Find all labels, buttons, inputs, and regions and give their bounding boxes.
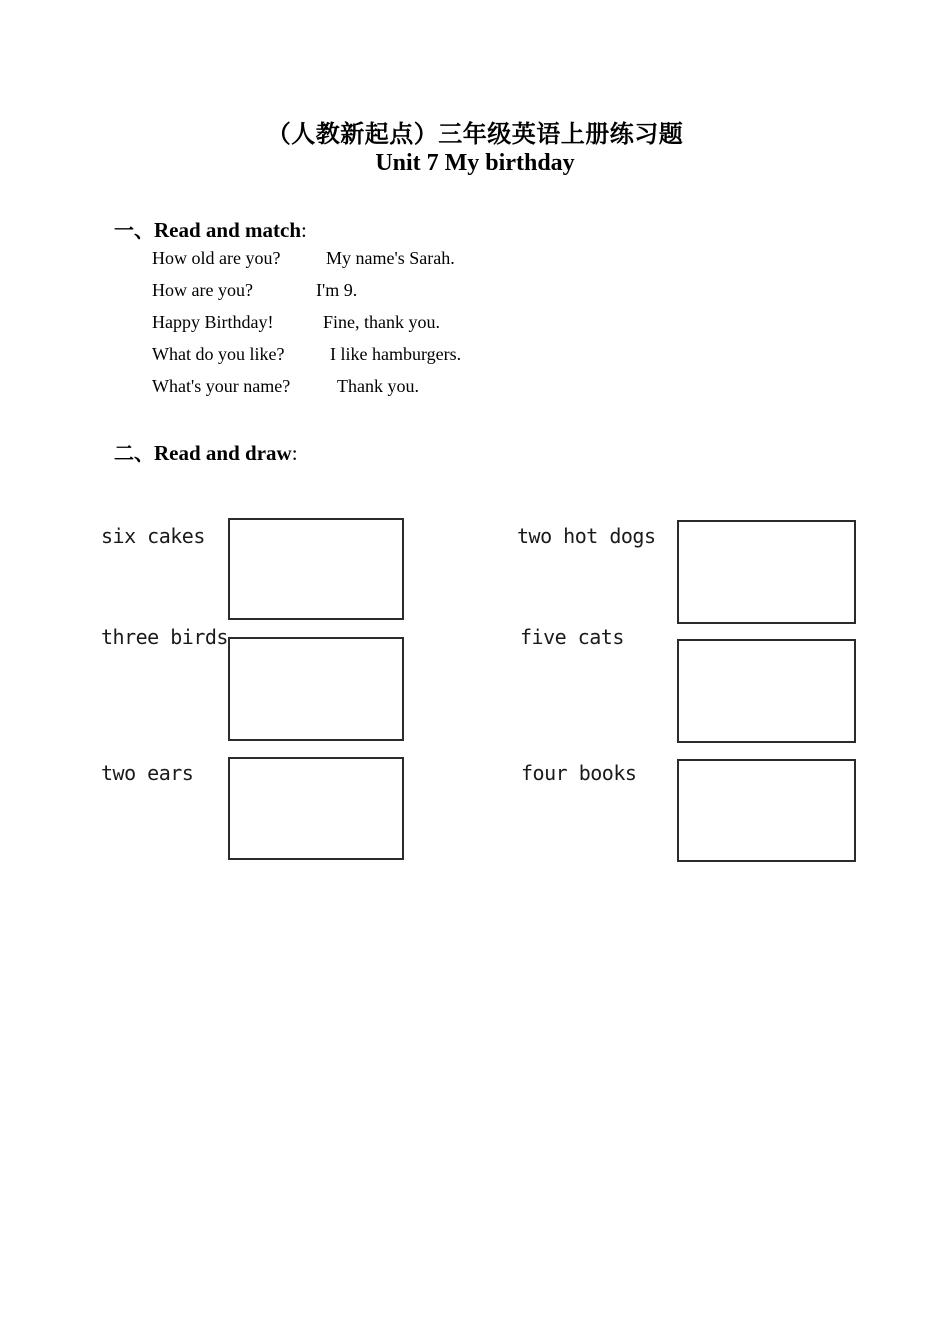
section-2-number: 二、 [114, 441, 154, 465]
drawing-box-two-ears[interactable] [228, 757, 404, 860]
match-answer: I like hamburgers. [330, 344, 462, 364]
match-answer: I'm 9. [316, 280, 358, 300]
match-row [152, 280, 358, 301]
match-question: How are you? [152, 280, 253, 300]
draw-label-six-cakes: six cakes [101, 524, 205, 548]
section-2-colon: : [291, 441, 298, 465]
match-question: What's your name? [152, 376, 291, 396]
section-2-title: Read and draw [154, 441, 292, 465]
drawing-box-three-birds[interactable] [228, 637, 404, 741]
draw-label-two-hot-dogs: two hot dogs [517, 524, 656, 548]
section-2-heading [114, 437, 298, 466]
match-question: How old are you? [152, 248, 281, 268]
section-1-heading [114, 214, 307, 243]
match-answer: Fine, thank you. [323, 312, 440, 332]
drawing-box-six-cakes[interactable] [228, 518, 404, 620]
draw-label-three-birds: three birds [101, 625, 228, 649]
match-question: Happy Birthday! [152, 312, 274, 332]
match-row [152, 376, 419, 397]
section-1-title: Read and match [154, 218, 302, 242]
drawing-box-four-books[interactable] [677, 759, 856, 862]
match-row [152, 248, 455, 269]
match-question: What do you like? [152, 344, 285, 364]
draw-label-four-books: four books [521, 761, 637, 785]
match-row [152, 344, 462, 365]
drawing-box-five-cats[interactable] [677, 639, 856, 743]
section-1-colon: : [301, 218, 307, 242]
match-row [152, 312, 440, 333]
drawing-box-two-hot-dogs[interactable] [677, 520, 856, 624]
match-answer: Thank you. [337, 376, 419, 396]
match-answer: My name's Sarah. [326, 248, 455, 268]
draw-label-two-ears: two ears [101, 761, 194, 785]
section-1-number: 一、 [114, 218, 154, 242]
page-title-chinese: （人教新起点）三年级英语上册练习题 [266, 120, 684, 148]
draw-label-five-cats: five cats [520, 625, 624, 649]
page-title-english: Unit 7 My birthday [375, 150, 575, 176]
